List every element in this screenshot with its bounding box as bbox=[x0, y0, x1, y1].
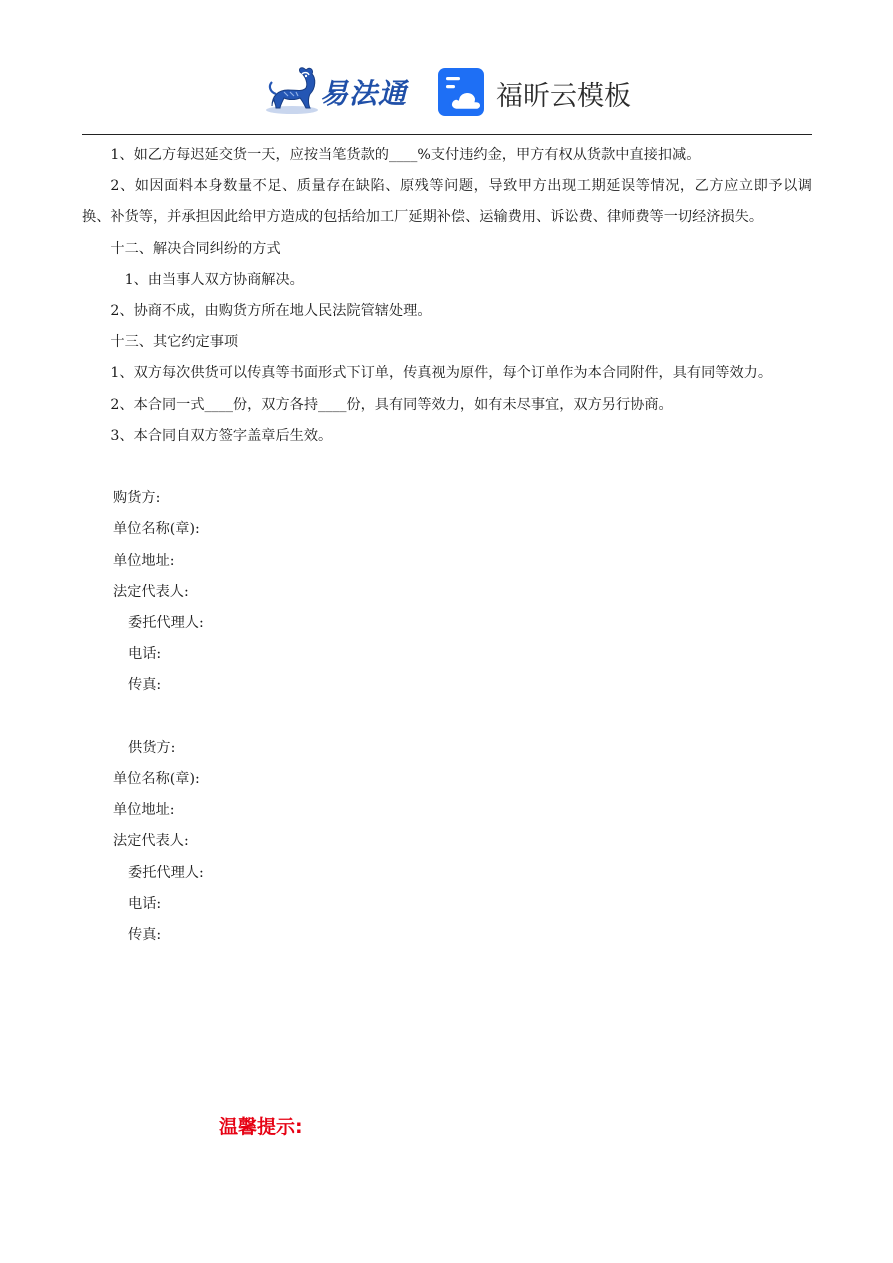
fuxin-logo bbox=[436, 66, 636, 118]
supplier-title: 供货方: bbox=[128, 739, 176, 756]
supplier-address-field: 单位地址: bbox=[113, 802, 175, 819]
clause-paragraph: 1、双方每次供货可以传真等书面形式下订单，传真视为原件，每个订单作为本合同附件，具有同等效力。 bbox=[110, 365, 773, 382]
reminder-heading: 温馨提示: bbox=[219, 1116, 303, 1138]
header-divider bbox=[82, 134, 812, 135]
page-header bbox=[0, 58, 893, 124]
contract-body bbox=[82, 140, 812, 951]
buyer-fax-field: 传真: bbox=[128, 677, 162, 694]
buyer-company-field: 单位名称(章): bbox=[113, 521, 200, 538]
buyer-agent-field: 委托代理人: bbox=[128, 615, 204, 632]
supplier-fax-field: 传真: bbox=[128, 927, 162, 944]
buyer-phone-field: 电话: bbox=[128, 646, 162, 663]
supplier-company-field: 单位名称(章): bbox=[113, 771, 200, 788]
section-heading: 十三、其它约定事项 bbox=[110, 334, 239, 351]
supplier-agent-field: 委托代理人: bbox=[128, 864, 204, 881]
buyer-legal-rep-field: 法定代表人: bbox=[113, 583, 189, 600]
clause-paragraph: 3、本合同自双方签字盖章后生效。 bbox=[110, 427, 333, 444]
clause-paragraph: 2、本合同一式____份，双方各持____份，具有同等效力，如有未尽事宜，双方另行协商。 bbox=[110, 396, 673, 413]
buyer-title: 购货方: bbox=[113, 490, 161, 507]
clause-paragraph: 1、如乙方每迟延交货一天，应按当笔货款的____%支付违约金，甲方有权从货款中直接扣减。 bbox=[110, 147, 701, 163]
yifatong-logo-text: 易法通 bbox=[320, 77, 408, 110]
clause-paragraph: 1、由当事人双方协商解决。 bbox=[124, 271, 304, 288]
buyer-signature-block bbox=[82, 483, 812, 701]
supplier-legal-rep-field: 法定代表人: bbox=[113, 833, 189, 850]
clause-paragraph: 2、如因面料本身数量不足、质量存在缺陷、原残等问题，导致甲方出现工期延误等情况，乙方应立即予以调换、补货等，并承担因此给甲方造成的包括给加工厂延期补偿、运输费用、诉讼费、律师费等一切经济损失。 bbox=[82, 178, 812, 226]
qilin-mascot-icon bbox=[262, 62, 322, 120]
document-cloud-icon bbox=[436, 66, 488, 118]
fuxin-logo-text: 福昕云模板 bbox=[496, 81, 631, 112]
supplier-phone-field: 电话: bbox=[128, 895, 162, 912]
buyer-address-field: 单位地址: bbox=[113, 552, 175, 569]
yifatong-logo bbox=[262, 62, 414, 120]
supplier-signature-block bbox=[82, 733, 812, 951]
section-heading: 十二、解决合同纠纷的方式 bbox=[110, 240, 281, 257]
spacer bbox=[82, 702, 812, 733]
spacer bbox=[82, 452, 812, 483]
clause-paragraph: 2、协商不成，由购货方所在地人民法院管辖处理。 bbox=[110, 303, 432, 320]
